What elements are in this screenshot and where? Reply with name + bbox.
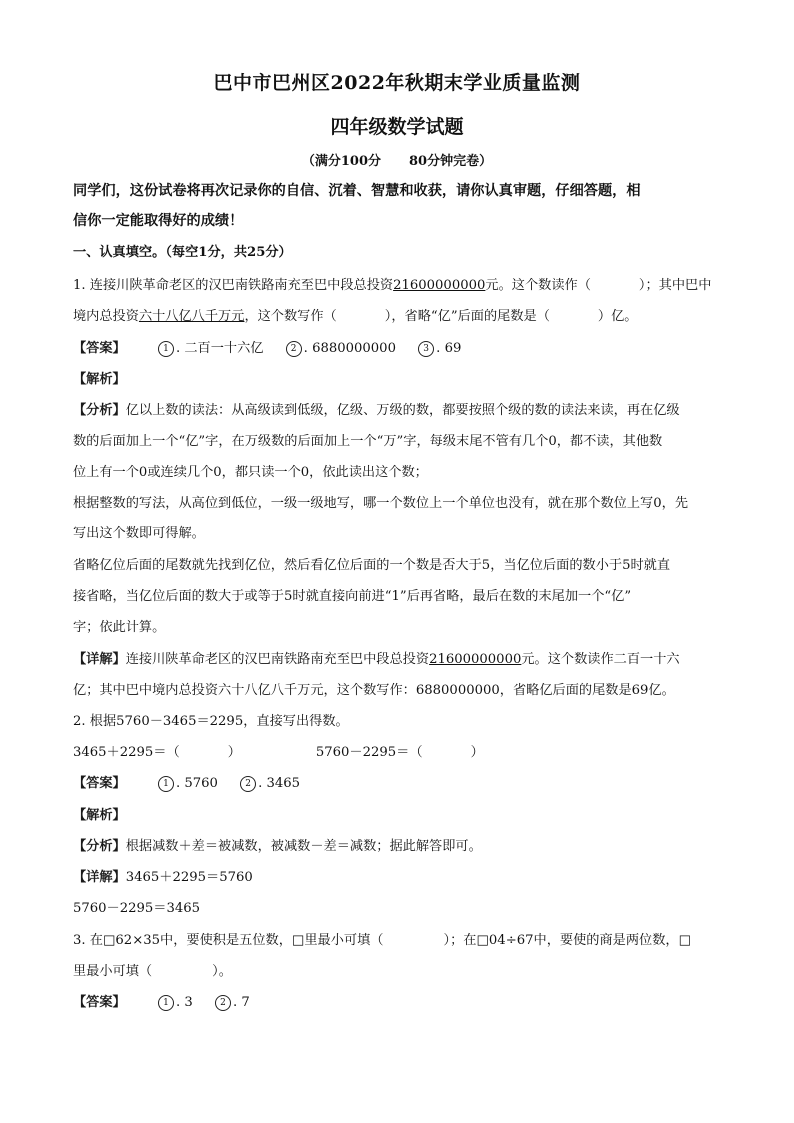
q3-stem-line-2 xyxy=(73,962,723,982)
analysis-tag: 【分析】 xyxy=(73,839,126,854)
q1-text: 境内总投资 xyxy=(73,309,139,324)
q3-stem-line-1 xyxy=(73,931,723,951)
q3-text: ）；在□04÷67中，要使的商是两位数，□ xyxy=(443,933,692,948)
q1-detail-line-2: 亿；其中巴中境内总投资六十八亿八千万元，这个数写作：6880000000，省略亿后面的尾数是69亿。 xyxy=(73,683,675,698)
section-heading: 一、认真填空。（每空1分，共25分） xyxy=(73,245,292,260)
analysis-text: 亿以上数的读法：从高级读到低级，亿级、万级的数，都要按照个级的数的读法来读，再在亿级 xyxy=(125,403,680,418)
exam-subtitle: 四年级数学试题 xyxy=(330,116,464,138)
q1-text: ）；其中巴中 xyxy=(638,278,712,293)
q1-text: 1. 连接川陕革命老区的汉巴南铁路南充至巴中段总投资 xyxy=(73,278,394,293)
q3-answer: 【答案】 1 . 3 2 . 7 xyxy=(73,995,250,1010)
detail-text: 元。这个数读作二百一十六 xyxy=(521,652,680,667)
detail-tag: 【详解】 xyxy=(73,652,126,667)
q1-analysis-tag: 【解析】 xyxy=(73,372,126,387)
q1-fx-line: 根据整数的写法，从高位到低位，一级一级地写，哪一个数位上一个单位也没有，就在那个数位上写0，先 xyxy=(73,496,689,511)
q2-problem: ） xyxy=(470,745,484,760)
q3-text: ）。 xyxy=(212,964,232,979)
circled-number-icon: 1 xyxy=(158,995,174,1011)
analysis-text: 根据减数＋差＝被减数，被减数－差＝减数；据此解答即可。 xyxy=(125,839,482,854)
q2-problem: 5760－2295＝（ xyxy=(315,745,423,760)
circled-number-icon: 2 xyxy=(215,995,231,1011)
q1-fx-line: 写出这个数即可得解。 xyxy=(73,526,205,541)
q1-text: ），省略“亿”后面的尾数是（ xyxy=(384,309,550,324)
q1-text: ）亿。 xyxy=(597,309,638,324)
q1-amount: 21600000000 xyxy=(429,652,522,667)
detail-text: 3465＋2295＝5760 xyxy=(125,870,253,885)
q1-answer: 【答案】 1 . 二百一十六亿 2 . 6880000000 3 . 69 xyxy=(73,341,462,356)
q3-text: 3. 在□62×35中，要使积是五位数，□里最小可填（ xyxy=(73,933,384,948)
q2-problem: ） xyxy=(227,745,241,760)
q1-stem-line-1 xyxy=(73,276,723,296)
q3-text: 里最小可填（ xyxy=(73,964,153,979)
circled-number-icon: 1 xyxy=(158,776,174,792)
circled-number-icon: 2 xyxy=(286,341,302,357)
q1-fx-line: 位上有一个0或连续几个0，都只读一个0，依此读出这个数； xyxy=(73,465,428,480)
answer-tag: 【答案】 xyxy=(73,776,126,791)
q2-analysis-tag: 【解析】 xyxy=(73,808,126,823)
q1-amount: 六十八亿八千万元 xyxy=(138,309,245,324)
answer-value: 7 xyxy=(241,995,250,1010)
exam-title: 巴中市巴州区2022年秋期末学业质量监测 xyxy=(213,72,581,94)
intro-line-2: 信你一定能取得好的成绩！ xyxy=(73,213,244,229)
q1-fx-line: 接省略，当亿位后面的数大于或等于5时就直接向前进“1”后再省略，最后在数的末尾加一个“亿” xyxy=(73,589,632,604)
q1-fx-line: 数的后面加上一个“亿”字，在万级数的后面加上一个“万”字，每级末尾不管有几个0，都不读，其他数 xyxy=(73,434,663,449)
q2-fx-line xyxy=(73,837,723,857)
intro-line-1: 同学们，这份试卷将再次记录你的自信、沉着、智慧和收获，请你认真审题，仔细答题，相 xyxy=(73,183,641,199)
answer-value: 二百一十六亿 xyxy=(184,341,264,356)
q2-answer: 【答案】 1 . 5760 2 . 3465 xyxy=(73,776,301,791)
circled-number-icon: 2 xyxy=(240,776,256,792)
q1-fx-line xyxy=(73,401,723,421)
q1-amount: 21600000000 xyxy=(393,278,486,293)
score-info: （满分100分 xyxy=(301,154,382,169)
q1-detail-line-1 xyxy=(73,650,723,670)
exam-info xyxy=(0,150,794,169)
answer-value: 3 xyxy=(184,995,193,1010)
q2-stem: 2. 根据5760－3465＝2295，直接写出得数。 xyxy=(73,714,349,729)
analysis-tag: 【分析】 xyxy=(73,403,126,418)
answer-value: 69 xyxy=(444,341,462,356)
time-info: 80分钟完卷） xyxy=(409,154,493,169)
answer-value: 6880000000 xyxy=(312,341,396,356)
q1-text: 元。这个数读作（ xyxy=(485,278,591,293)
answer-tag: 【答案】 xyxy=(73,995,126,1010)
q2-problems xyxy=(73,743,723,763)
circled-number-icon: 3 xyxy=(418,341,434,357)
q2-detail-line xyxy=(73,868,723,888)
q2-detail-line: 5760－2295＝3465 xyxy=(73,901,201,916)
detail-tag: 【详解】 xyxy=(73,870,126,885)
answer-value: 5760 xyxy=(184,776,218,791)
q1-fx-line: 省略亿位后面的尾数就先找到亿位，然后看亿位后面的一个数是否大于5，当亿位后面的数小于5时就直 xyxy=(73,558,671,573)
q1-fx-line: 字；依此计算。 xyxy=(73,620,166,635)
circled-number-icon: 1 xyxy=(158,341,174,357)
q2-problem: 3465＋2295＝（ xyxy=(73,745,180,760)
q1-text: ，这个数写作（ xyxy=(244,309,337,324)
detail-text: 连接川陕革命老区的汉巴南铁路南充至巴中段总投资 xyxy=(125,652,430,667)
answer-tag: 【答案】 xyxy=(73,341,126,356)
q1-stem-line-2 xyxy=(73,307,723,327)
answer-value: 3465 xyxy=(266,776,301,791)
